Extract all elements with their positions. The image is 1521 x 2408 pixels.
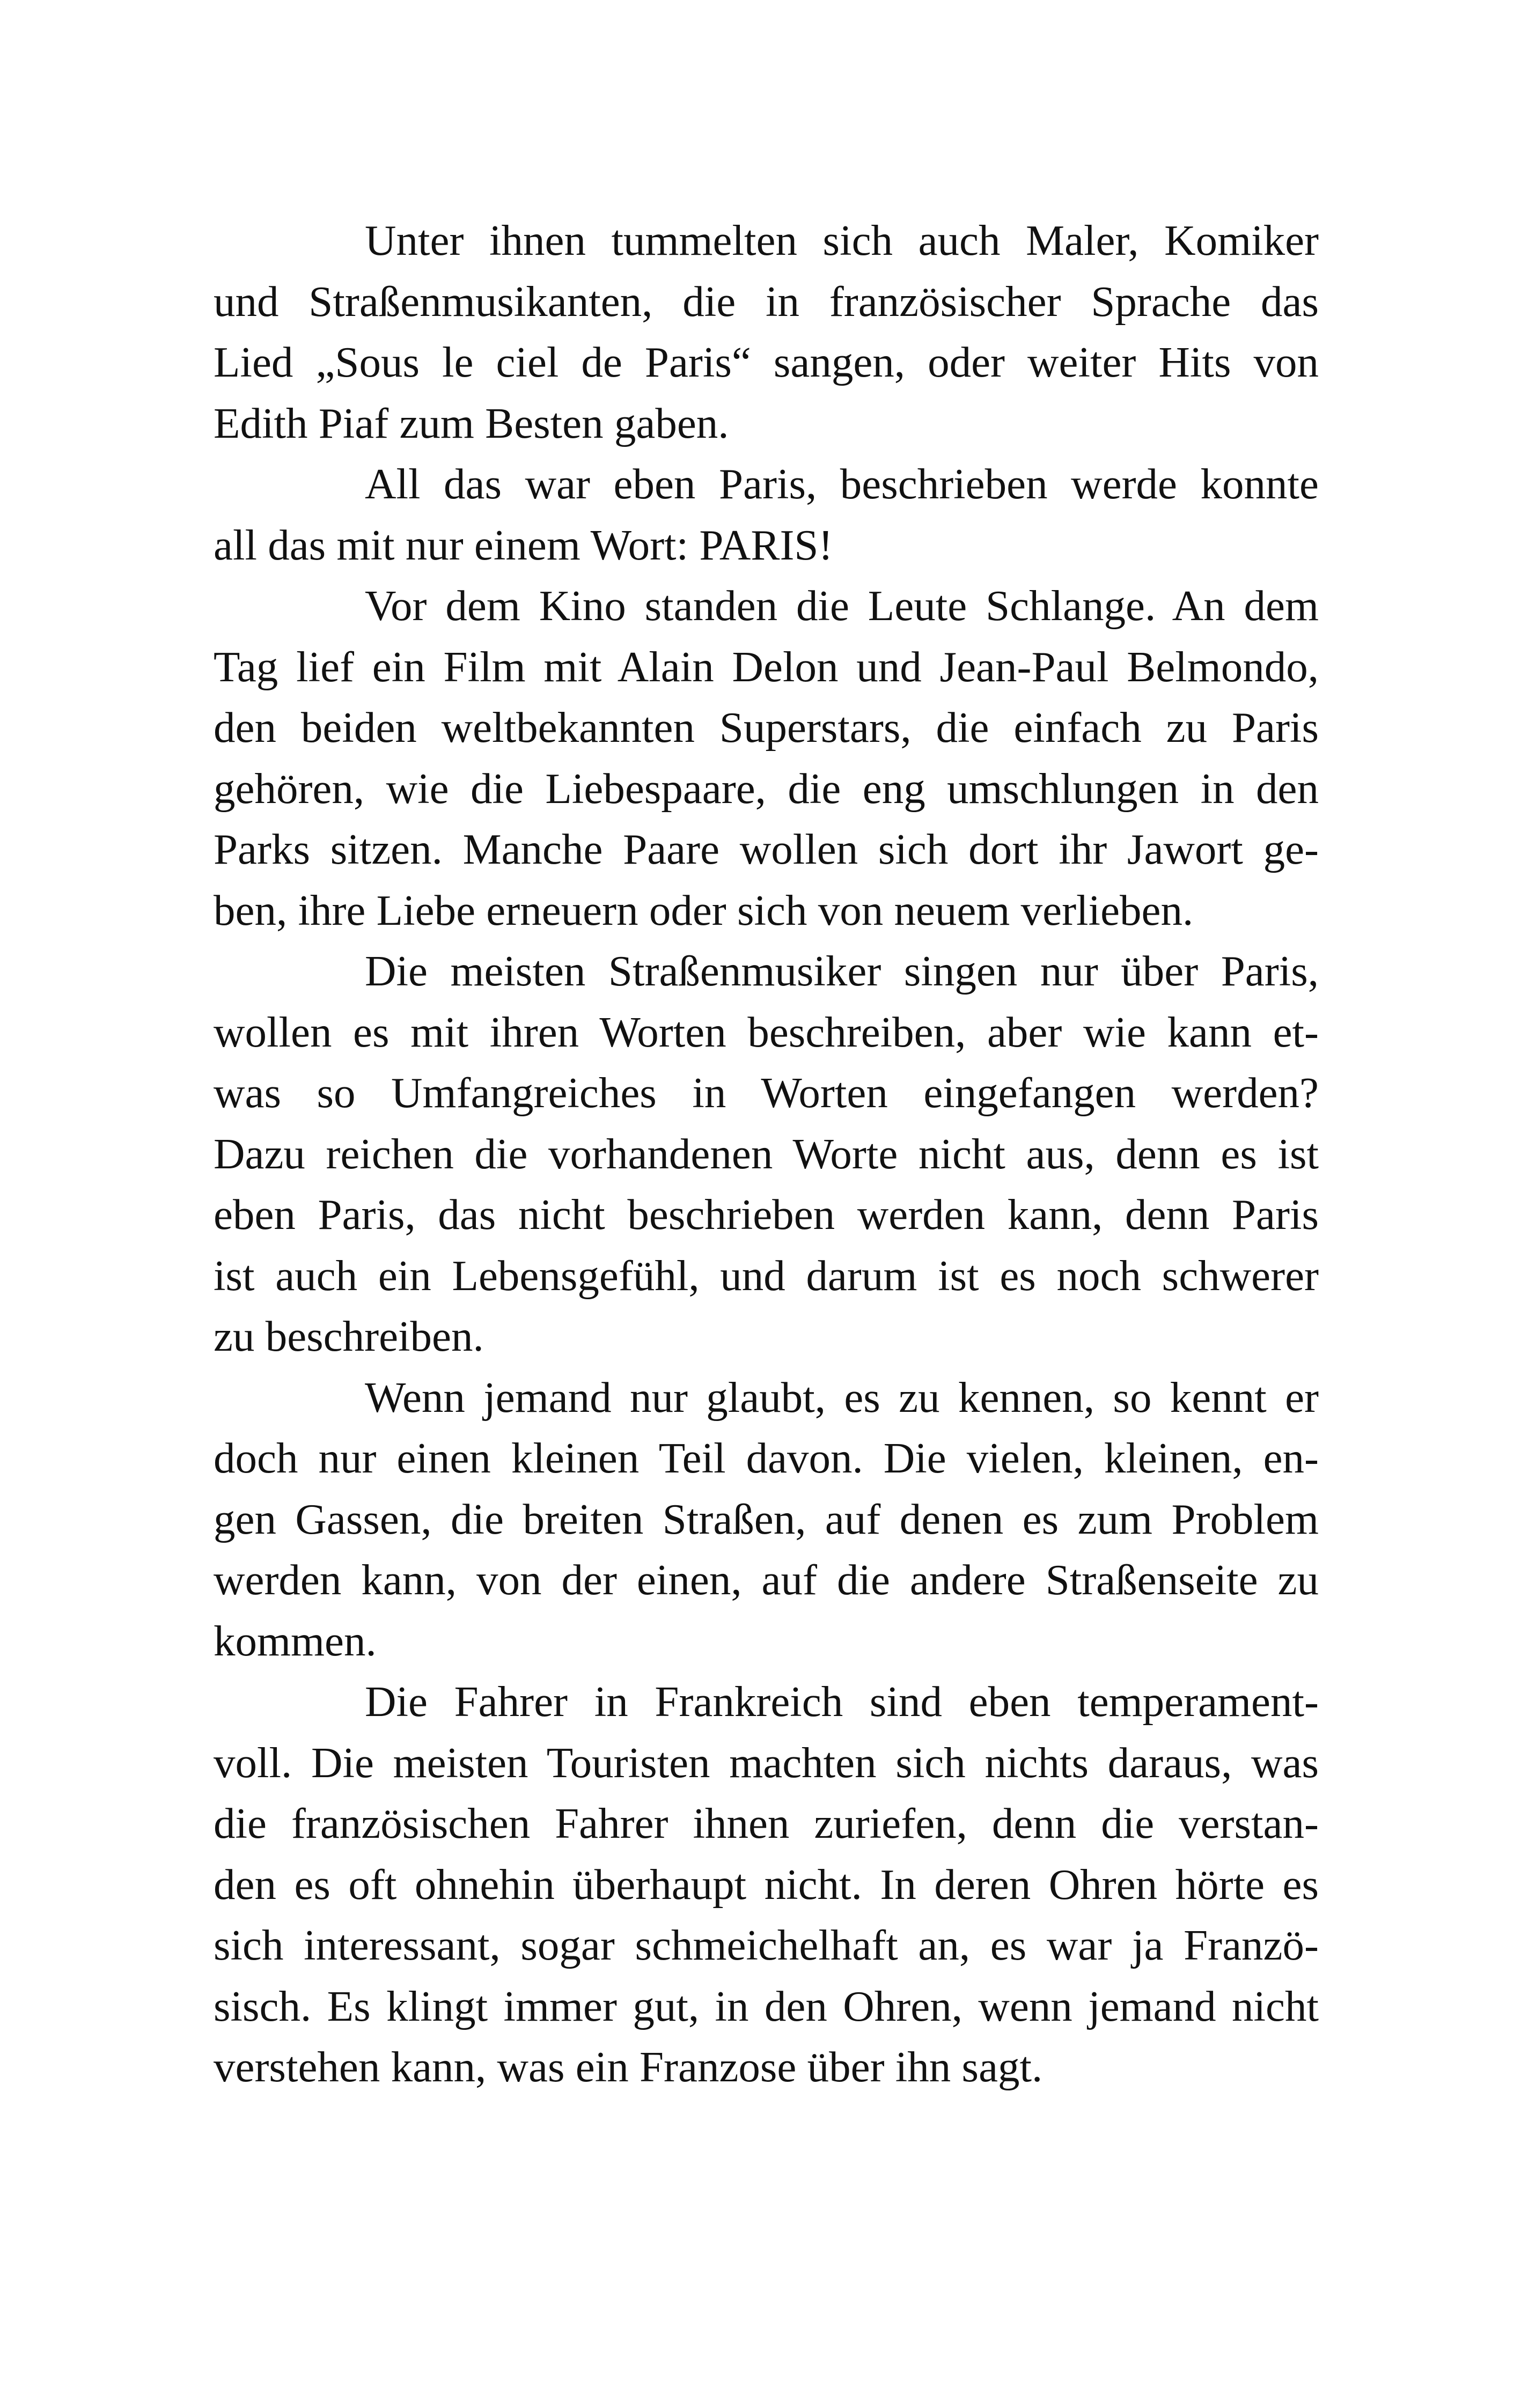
paragraph-4-line-1: Die meisten Straßenmusiker singen nur über Paris,: [365, 947, 1319, 995]
paragraph-6-line-7: verstehen kann, was ein Franzose über ihn sagt.: [214, 2043, 1043, 2091]
paragraph-1-line-4: Edith Piaf zum Besten gaben.: [214, 399, 729, 447]
paragraph-6-line-4: den es oft ohnehin überhaupt nicht. In deren Ohren hörte es: [214, 1860, 1319, 1909]
paragraph-5-line-3: gen Gassen, die breiten Straßen, auf denen es zum Problem: [214, 1494, 1319, 1543]
paragraph-2-line-1: All das war eben Paris, beschrieben werde konnte: [365, 460, 1319, 508]
paragraph-5-line-5: kommen.: [214, 1616, 377, 1665]
paragraph-2-line-2: all das mit nur einem Wort: PARIS!: [214, 520, 833, 569]
paragraph-3-line-6: ben, ihre Liebe erneuern oder sich von neuem verlieben.: [214, 886, 1194, 934]
paragraph-3-line-4: gehören, wie die Liebespaare, die eng umschlungen in den: [214, 764, 1319, 813]
paragraph-6-line-2: voll. Die meisten Touristen machten sich nichts daraus, was: [214, 1738, 1319, 1787]
paragraph-1-line-2: und Straßenmusikanten, die in französischer Sprache das: [214, 277, 1319, 326]
paragraph-3-line-1: Vor dem Kino standen die Leute Schlange. An dem: [365, 581, 1319, 630]
paragraph-6-line-3: die französischen Fahrer ihnen zuriefen, denn die verstan-: [214, 1799, 1319, 1847]
paragraph-5-line-4: werden kann, von der einen, auf die andere Straßenseite zu: [214, 1556, 1319, 1604]
body-text: [214, 210, 1319, 2098]
paragraph-3-line-3: den beiden weltbekannten Superstars, die einfach zu Paris: [214, 703, 1319, 752]
paragraph-4-line-7: zu beschreiben.: [214, 1312, 484, 1360]
paragraph-3-line-5: Parks sitzen. Manche Paare wollen sich dort ihr Jawort ge-: [214, 825, 1319, 873]
paragraph-1-line-1: Unter ihnen tummelten sich auch Maler, Komiker: [365, 216, 1319, 264]
paragraph-3-line-2: Tag lief ein Film mit Alain Delon und Jean-Paul Belmondo,: [214, 642, 1319, 691]
paragraph-6-line-6: sisch. Es klingt immer gut, in den Ohren, wenn jemand nicht: [214, 1982, 1319, 2030]
paragraph-4-line-6: ist auch ein Lebensgefühl, und darum ist es noch schwerer: [214, 1251, 1319, 1300]
paragraph-6-line-1: Die Fahrer in Frankreich sind eben temperament-: [365, 1677, 1319, 1726]
paragraph-6-line-5: sich interessant, sogar schmeichelhaft an, es war ja Franzö-: [214, 1921, 1319, 1969]
paragraph-5-line-2: doch nur einen kleinen Teil davon. Die vielen, kleinen, en-: [214, 1434, 1319, 1482]
paragraph-4-line-2: wollen es mit ihren Worten beschreiben, aber wie kann et-: [214, 1007, 1319, 1056]
paragraph-4-line-5: eben Paris, das nicht beschrieben werden kann, denn Paris: [214, 1190, 1319, 1239]
paragraph-1-line-3: Lied „Sous le ciel de Paris“ sangen, oder weiter Hits von: [214, 338, 1319, 386]
paragraph-5-line-1: Wenn jemand nur glaubt, es zu kennen, so kennt er: [365, 1373, 1319, 1422]
paragraph-4-line-3: was so Umfangreiches in Worten eingefangen werden?: [214, 1069, 1319, 1117]
paragraph-4-line-4: Dazu reichen die vorhandenen Worte nicht aus, denn es ist: [214, 1129, 1319, 1178]
